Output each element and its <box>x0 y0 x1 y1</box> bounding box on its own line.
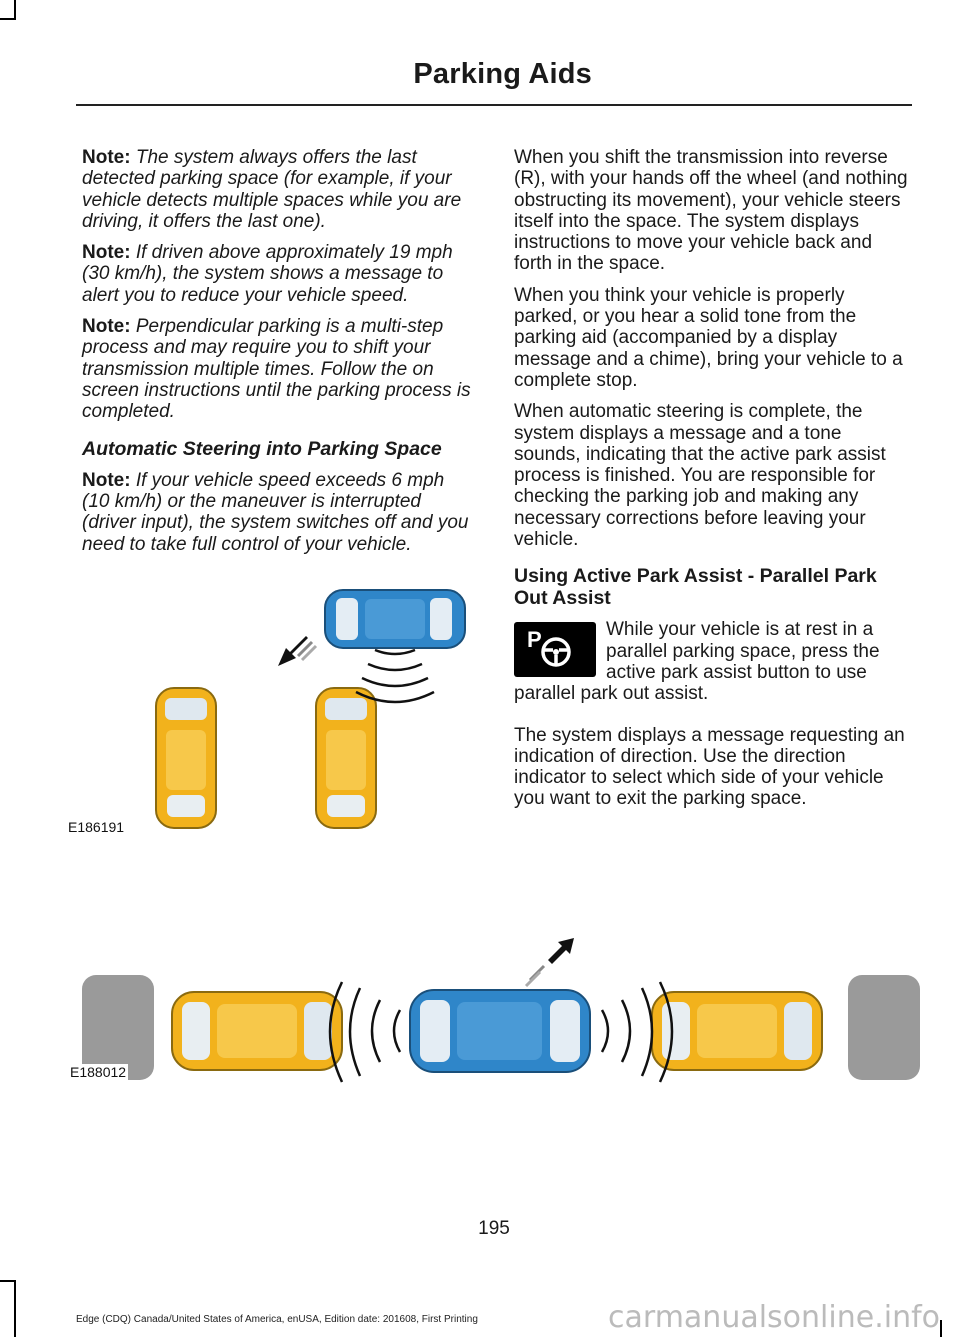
crop-mark <box>14 0 16 18</box>
footer-text: Edge (CDQ) Canada/United States of America, enUSA, Edition date: 201608, First Printing <box>76 1314 478 1325</box>
crop-mark <box>14 1280 16 1337</box>
parallel-park-out-illustration <box>82 930 920 1085</box>
note-label: Note: <box>82 147 131 168</box>
note-text: If driven above approximately 19 mph (30 km/h), the system shows a message to alert you to reduce your vehicle speed. <box>82 242 453 306</box>
direction-arrow <box>526 938 574 986</box>
body-paragraph: When you shift the transmission into reverse (R), with your hands off the wheel (and nothing obstructing its movement), your vehicle steers itself into the space. The system displays instructions to move your vehicle back and forth in the space. <box>514 147 908 275</box>
note-text: Perpendicular parking is a multi-step process and may require you to shift your transmission multiple times. Follow the on screen instructions until the parking process is completed. <box>82 316 471 423</box>
body-paragraph: While your vehicle is at rest in a parallel parking space, press the active park assist button to use <box>606 619 880 683</box>
parallel-park-out-figure <box>70 930 920 1085</box>
body-paragraph: parallel park out assist. <box>514 683 709 705</box>
body-paragraph: The system displays a message requesting an indication of direction. Use the direction indicator to select which side of your vehicle you want to exit the parking space. <box>514 724 905 810</box>
user-vehicle <box>410 990 590 1072</box>
note-paragraph <box>82 470 475 555</box>
note-paragraph <box>82 242 475 306</box>
figure-label: E186191 <box>68 819 125 835</box>
watermark: carmanualsonline.info <box>608 1300 940 1335</box>
body-paragraph: When you think your vehicle is properly parked, or you hear a solid tone from the parking aid (accompanied by a display message and a chime), bring your vehicle to a complete stop. <box>514 284 903 391</box>
page-number: 195 <box>478 1218 510 1239</box>
note-label: Note: <box>82 316 131 338</box>
active-park-assist-icon <box>514 622 596 677</box>
crop-mark <box>0 18 16 20</box>
crop-mark <box>0 1280 16 1282</box>
icon-paragraph <box>514 619 908 704</box>
note-paragraph <box>82 147 475 232</box>
perpendicular-parking-figure <box>70 580 480 840</box>
icon-letter: P <box>527 627 542 653</box>
user-vehicle <box>325 590 465 648</box>
direction-arrow <box>278 636 316 666</box>
right-column <box>514 147 908 820</box>
header-divider <box>76 104 912 106</box>
note-label: Note: <box>82 242 131 264</box>
note-paragraph <box>82 316 475 422</box>
parked-car-front <box>172 992 342 1070</box>
section-heading: Using Active Park Assist - Parallel Park Out Assist <box>514 565 877 609</box>
note-text: If your vehicle speed exceeds 6 mph (10 km/h) or the maneuver is interrupted (driver input), the system switches off and you need to take full control of your vehicle. <box>82 469 469 555</box>
crop-mark <box>940 1320 942 1337</box>
page-title: Parking Aids <box>413 58 592 90</box>
body-paragraph: When automatic steering is complete, the system displays a message and a tone sounds, indicating that the active park assist process is finished. You are responsible for checking the parking job and making any necessary corrections before leaving your vehicle. <box>514 401 886 551</box>
perpendicular-parking-illustration <box>70 580 480 840</box>
note-label: Note: <box>82 469 131 491</box>
left-column <box>82 147 475 565</box>
section-heading: Automatic Steering into Parking Space <box>82 437 442 460</box>
parked-car-left <box>156 688 216 828</box>
wall-right <box>848 975 920 1080</box>
note-text: The system always offers the last detected parking space (for example, if your vehicle detects multiple spaces while you are driving, it offers the last one). <box>82 147 462 232</box>
parked-car-rear <box>652 992 822 1070</box>
figure-label: E188012 <box>70 1064 127 1080</box>
parked-car-right <box>316 688 376 828</box>
